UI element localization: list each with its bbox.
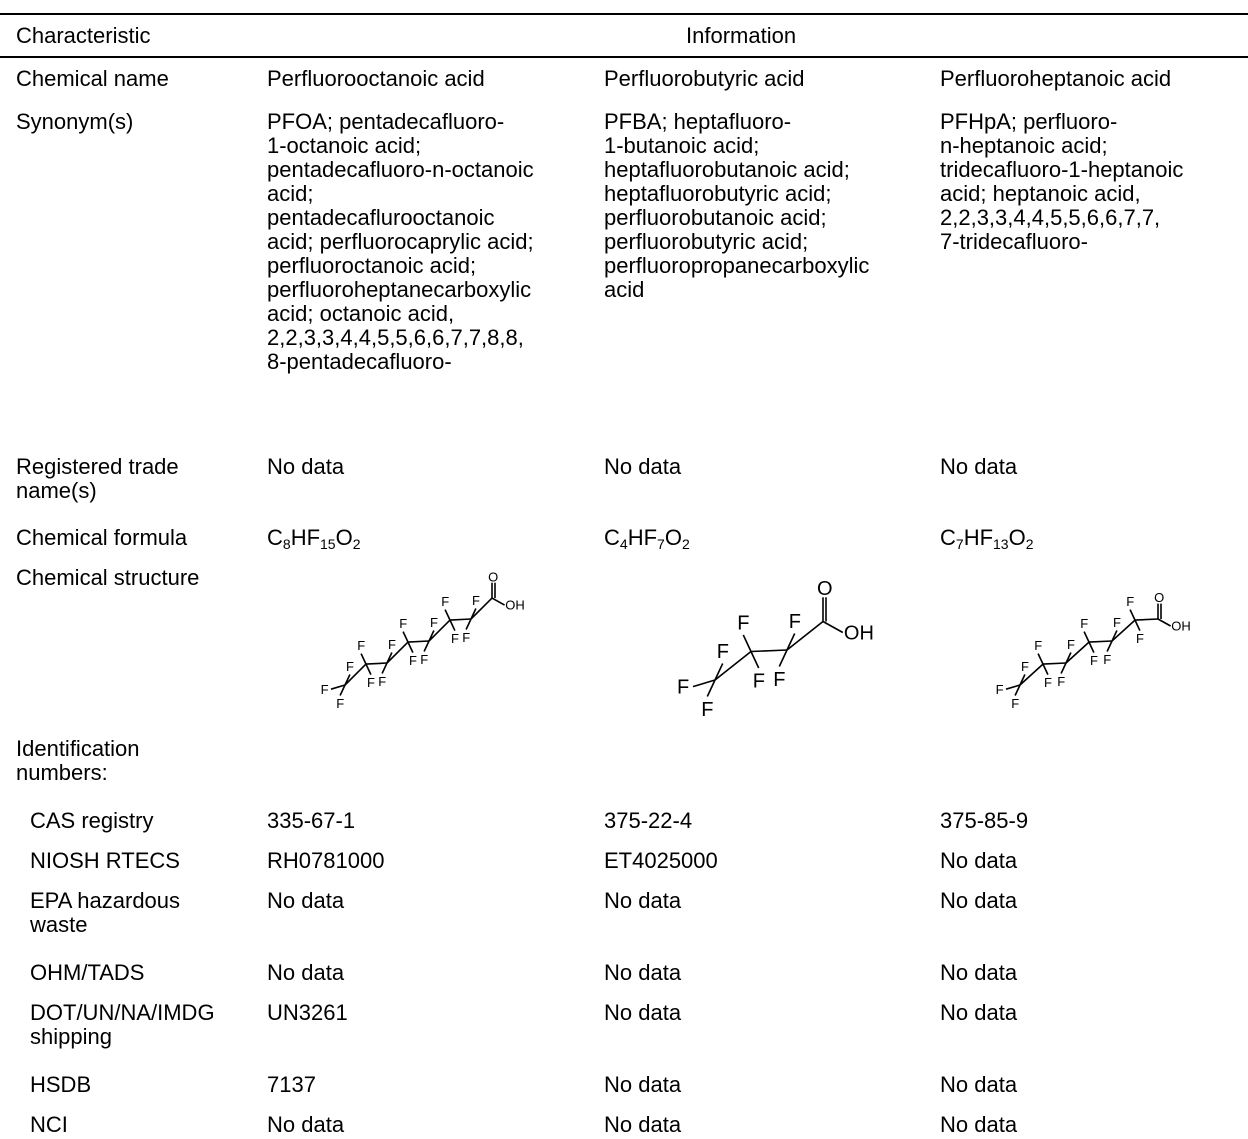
fluorine-atom: F [441,594,450,610]
bond [366,664,371,675]
bond [366,663,387,664]
pfoa-formula: $C_8HF_{15}O_2$ [267,525,361,552]
bond [1089,641,1112,642]
bond [1043,664,1048,675]
pfba-hsdb: No data [604,1072,682,1097]
row-label-cas: CAS registry [30,808,154,833]
fluorine-atom: F [1136,631,1144,647]
row-label-hsdb: HSDB [30,1072,92,1097]
pfoa-name: Perfluorooctanoic acid [267,66,485,91]
row-label-formula: Chemical formula [16,525,188,550]
bond [466,619,471,630]
pfba-formula: $C_4HF_7O_2$ [604,525,690,552]
bond [408,641,429,642]
pfhpa-cas: 375-85-9 [940,808,1029,833]
fluorine-atom: F [1113,615,1121,630]
bond [1107,641,1112,652]
pfoa-rtecs: RH0781000 [267,848,385,873]
row-label-chemical-name: Chemical name [16,66,169,91]
pfba-ohm: No data [604,960,682,985]
fluorine-atom: F [1044,675,1052,691]
pfhpa-rtecs: No data [940,848,1018,873]
row-label-identification: Identification numbers: [16,736,140,785]
bond [1043,663,1066,664]
bond [361,654,366,665]
pfba-synonyms: PFBA; heptafluoro- 1-butanoic acid; heptafluorobutanoic acid; heptafluorobutyric acid; perfluorobutanoic acid; perfluorobutyric acid; perfluoropropanecarboxylic acid [604,109,870,302]
bond [1135,620,1140,631]
row-label-synonyms: Synonym(s) [16,109,134,134]
pfhpa-synonyms: PFHpA; perfluoro- n-heptanoic acid; tridecafluoro-1-heptanoic acid; heptanoic acid, 2,2,3,3,4,4,5,5,6,6,7,7, 7-tridecafluoro- [940,109,1184,254]
bond [779,650,787,667]
fluorine-atom: F [462,630,471,646]
top-rule [0,13,1248,15]
row-label-epa: EPA hazardous waste [30,888,181,937]
fluorine-atom: F [1011,696,1020,712]
bond [751,652,759,669]
fluorine-atom: F [1057,674,1066,690]
fluorine-atom: F [788,611,801,633]
fluorine-atom: F [1090,653,1098,669]
fluorine-atom: F [1034,638,1043,654]
pfoa-trade-names: No data [267,454,345,479]
pfoa-dot: UN3261 [267,1000,348,1025]
row-label-trade-names: Registered trade name(s) [16,454,179,503]
pfoa-epa: No data [267,888,345,913]
fluorine-atom: F [995,681,1004,697]
fluorine-atom: F [716,641,729,663]
bond [1158,619,1171,626]
bond [823,622,843,633]
pfoa-nci: No data [267,1112,345,1137]
bond [408,642,413,653]
oxygen-atom: O [817,578,833,601]
fluorine-atom: F [1067,637,1075,652]
pfoa-hsdb: 7137 [267,1072,316,1097]
hydroxyl-group: OH [505,597,525,613]
fluorine-atom: F [752,670,765,693]
fluorine-atom: F [367,675,375,691]
bond [751,650,787,652]
pfhpa-dot: No data [940,1000,1018,1025]
pfhpa-epa: No data [940,888,1018,913]
bond [445,610,450,621]
bond [403,632,408,643]
pfba-nci: No data [604,1112,682,1137]
fluorine-atom: F [420,652,429,668]
fluorine-atom: F [1103,652,1112,668]
pfoa-structure-image [305,560,555,720]
pfba-cas: 375-22-4 [604,808,693,833]
fluorine-atom: F [336,696,345,712]
pfhpa-nci: No data [940,1112,1018,1137]
pfba-rtecs: ET4025000 [604,848,718,873]
fluorine-atom: F [409,653,417,669]
bond [382,663,387,674]
fluorine-atom: F [320,681,329,697]
pfba-trade-names: No data [604,454,682,479]
fluorine-atom: F [737,612,750,635]
row-label-dot: DOT/UN/NA/IMDG shipping [30,1000,215,1049]
header-information: Information [686,23,797,48]
pfba-epa: No data [604,888,682,913]
fluorine-atom: F [346,659,354,674]
pfhpa-hsdb: No data [940,1072,1018,1097]
hydroxyl-group: OH [843,622,874,645]
row-label-rtecs: NIOSH RTECS [30,848,180,873]
pfhpa-trade-names: No data [940,454,1018,479]
pfoa-cas: 335-67-1 [267,808,356,833]
pfoa-ohm: No data [267,960,345,985]
fluorine-atom: F [677,676,690,699]
fluorine-atom: F [399,616,408,632]
header-rule [0,56,1248,58]
fluorine-atom: F [701,699,714,721]
bond [1130,610,1135,621]
bond [743,635,751,652]
pfba-dot: No data [604,1000,682,1025]
bond [450,619,471,620]
oxygen-atom: O [488,569,499,585]
fluorine-atom: F [430,615,438,630]
hydroxyl-group: OH [1171,618,1191,634]
pfhpa-ohm: No data [940,960,1018,985]
fluorine-atom: F [378,674,387,690]
bond [1135,619,1158,620]
bond [450,620,455,631]
fluorine-atom: F [472,593,480,608]
fluorine-atom: F [1021,659,1029,674]
bond [424,641,429,652]
row-label-ohm: OHM/TADS [30,960,145,985]
fluorine-atom: F [1080,616,1089,632]
fluorine-atom: F [1126,594,1135,610]
pfba-name: Perfluorobutyric acid [604,66,805,91]
bond [1038,654,1043,665]
fluorine-atom: F [451,631,459,647]
pfhpa-formula: $C_7HF_{13}O_2$ [940,525,1034,552]
bond [492,598,505,605]
pfba-structure-image [670,565,874,725]
fluorine-atom: F [388,637,396,652]
fluorine-atom: F [773,669,786,691]
row-label-structure: Chemical structure [16,565,200,590]
oxygen-atom: O [1154,590,1165,606]
pfhpa-structure-image [985,565,1215,725]
bond [1061,663,1066,674]
fluorine-atom: F [357,638,366,654]
pfhpa-name: Perfluoroheptanoic acid [940,66,1172,91]
row-label-nci: NCI [30,1112,68,1137]
bond [1084,632,1089,643]
header-characteristic: Characteristic [16,23,151,48]
bond [1089,642,1094,653]
pfoa-synonyms: PFOA; pentadecafluoro- 1-octanoic acid; pentadecafluoro-n-octanoic acid; pentadecaflurooctanoic acid; perfluorocaprylic acid; perfluoroctanoic acid; perfluoroheptanecarboxylic acid; octanoic acid, 2,2,3,3,4,4,5,5,6,6,7,7,8,8, 8-pentadecafluoro- [267,109,534,374]
